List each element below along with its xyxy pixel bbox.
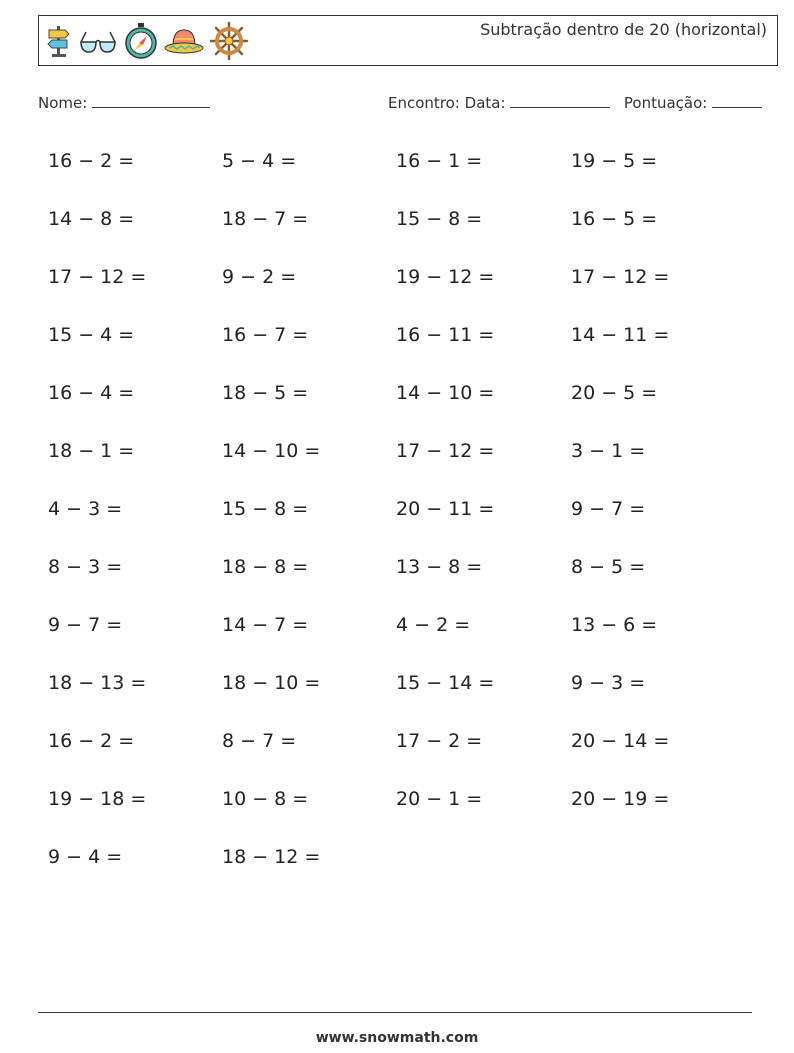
problem-item: 20 − 19 =	[571, 788, 670, 810]
problem-item: 14 − 10 =	[396, 382, 495, 404]
date-label: Data:	[464, 94, 506, 112]
problem-item: 14 − 10 =	[222, 440, 321, 462]
score-label: Pontuação:	[623, 94, 708, 112]
problem-item: 19 − 5 =	[571, 150, 658, 172]
problem-item: 18 − 10 =	[222, 672, 321, 694]
problem-item: 20 − 1 =	[396, 788, 483, 810]
footer-divider	[38, 1012, 752, 1013]
problem-item: 19 − 18 =	[48, 788, 147, 810]
problem-item: 14 − 7 =	[222, 614, 309, 636]
problem-item: 9 − 3 =	[571, 672, 646, 694]
problem-item: 4 − 3 =	[48, 498, 123, 520]
problem-item: 5 − 4 =	[222, 150, 297, 172]
problem-item: 15 − 14 =	[396, 672, 495, 694]
problem-item: 16 − 7 =	[222, 324, 309, 346]
problem-item: 8 − 7 =	[222, 730, 297, 752]
problem-item: 18 − 8 =	[222, 556, 309, 578]
problem-item: 16 − 4 =	[48, 382, 135, 404]
name-label: Nome:	[38, 94, 88, 112]
problem-item: 16 − 1 =	[396, 150, 483, 172]
compass-icon	[123, 22, 159, 60]
problem-item: 20 − 14 =	[571, 730, 670, 752]
worksheet-header	[38, 15, 778, 66]
problem-item: 8 − 5 =	[571, 556, 646, 578]
problem-item: 16 − 11 =	[396, 324, 495, 346]
score-blank[interactable]	[712, 93, 762, 108]
name-field	[38, 93, 210, 112]
problem-item: 17 − 2 =	[396, 730, 483, 752]
name-blank[interactable]	[92, 93, 210, 108]
problem-item: 14 − 11 =	[571, 324, 670, 346]
problem-item: 20 − 11 =	[396, 498, 495, 520]
problem-item: 8 − 3 =	[48, 556, 123, 578]
problem-item: 18 − 7 =	[222, 208, 309, 230]
meeting-date-score-fields	[388, 93, 762, 112]
meeting-label: Encontro:	[388, 94, 460, 112]
problem-item: 20 − 5 =	[571, 382, 658, 404]
problem-item: 9 − 7 =	[48, 614, 123, 636]
worksheet-title: Subtração dentro de 20 (horizontal)	[480, 20, 767, 39]
problem-item: 18 − 13 =	[48, 672, 147, 694]
header-icons	[45, 21, 249, 61]
problem-item: 9 − 2 =	[222, 266, 297, 288]
problem-item: 14 − 8 =	[48, 208, 135, 230]
problem-item: 4 − 2 =	[396, 614, 471, 636]
problem-item: 15 − 8 =	[222, 498, 309, 520]
problem-item: 15 − 8 =	[396, 208, 483, 230]
problem-grid	[48, 146, 745, 900]
problem-item: 19 − 12 =	[396, 266, 495, 288]
date-blank[interactable]	[510, 93, 610, 108]
problem-item: 10 − 8 =	[222, 788, 309, 810]
problem-item: 18 − 12 =	[222, 846, 321, 868]
ship-wheel-icon	[209, 21, 249, 61]
problem-item: 9 − 4 =	[48, 846, 123, 868]
problem-item: 15 − 4 =	[48, 324, 135, 346]
problem-item: 16 − 5 =	[571, 208, 658, 230]
problem-item: 18 − 1 =	[48, 440, 135, 462]
problem-item: 18 − 5 =	[222, 382, 309, 404]
problem-item: 16 − 2 =	[48, 150, 135, 172]
problem-item: 17 − 12 =	[396, 440, 495, 462]
problem-item: 3 − 1 =	[571, 440, 646, 462]
problem-item: 13 − 6 =	[571, 614, 658, 636]
problem-item: 9 − 7 =	[571, 498, 646, 520]
footer-url: www.snowmath.com	[315, 1030, 479, 1046]
problem-item: 17 − 12 =	[48, 266, 147, 288]
problem-item: 17 − 12 =	[571, 266, 670, 288]
problem-item: 16 − 2 =	[48, 730, 135, 752]
signpost-icon	[45, 23, 73, 59]
problem-item: 13 − 8 =	[396, 556, 483, 578]
sunglasses-icon	[77, 26, 119, 56]
sombrero-icon	[163, 26, 205, 56]
